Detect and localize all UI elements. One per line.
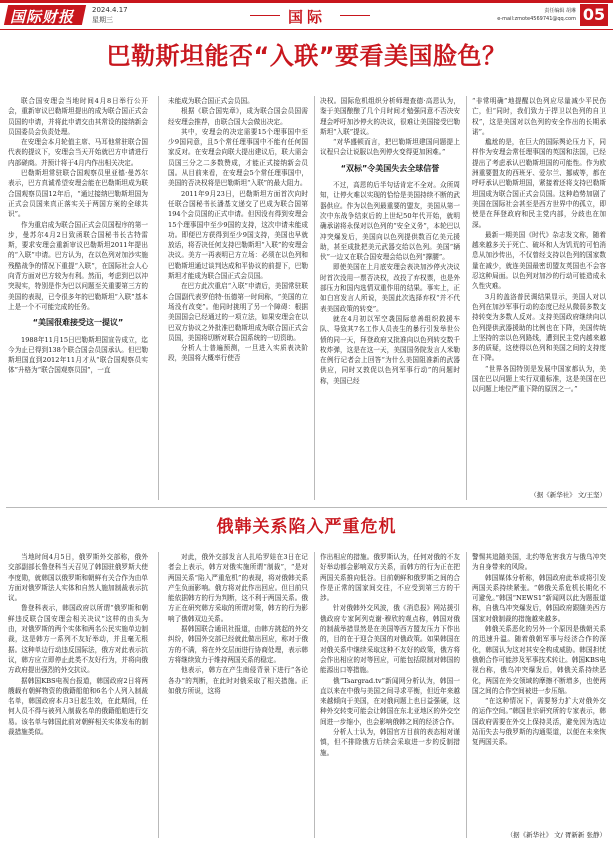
paragraph: “在这种情况下，需要努力扩大对俄外交的运作空间。”韩国世宗研究所的专家表示，韩国政府需要在外交上保持灵活，避免因为选边站而失去与俄罗斯的沟通渠道，以便在未来恢复两国关系。 bbox=[472, 697, 606, 747]
paragraph: 韩国媒体分析称，韩国政府此举或将引发两国关系持续紧张。“韩俄关系危机长期化不可避免。”韩国“NEWS1”新闻网以此为题报道称，自俄乌冲突爆发后，韩国政府跟随美西方国家对俄制裁的措施越来越多。 bbox=[472, 573, 606, 623]
issue-date-block bbox=[92, 5, 128, 25]
paragraph: 决权。国际危机组织分析师理查德·高恩认为，鉴于美国酿酿了几个月时间才勉强同意不否决安理会呼吁加沙停火的决议，很难让美国接受巴勒斯坦“入联”提议。 bbox=[320, 97, 460, 136]
article1-column-3 bbox=[320, 96, 460, 502]
header-rule bbox=[0, 29, 613, 30]
article1-byline: （据《新华社》 文/王坚） bbox=[530, 491, 606, 499]
paragraph: 就在4月初以军空袭国际慈善组织救援车队、导致其7名工作人员丧生的暴行引发举世公愤的同一天，拜登政府又批准向以色列转交数千枚炸弹，这是在这一天，美国国务院发言人米勒在例行记者会上回答“为什么美国阻准新的武器供应，同时又敦促以色列军事行动”的问题时称，美国已经 bbox=[320, 314, 460, 385]
editor-name: 责任编辑 胡琳 bbox=[544, 8, 576, 14]
article1-column-2 bbox=[168, 96, 308, 502]
paragraph: “非常明确”地提醒以色列应尽量减少平民伤亡，但“同时，我们致力于捍卫以色列的自卫权”，这是美国对以色列的安全作出的长期承诺”。 bbox=[472, 97, 606, 136]
article1-subheading-2: “双标”令美国失去全球信誉 bbox=[340, 163, 440, 173]
paragraph: 在巴方此次重启“入联”申请后，美国常驻联合国副代表罗伯特·伍德第一时间称，“美国的立场没有改变”。他同时挑明了另一个障碍：根据美国国会已经通过的一项立法，如果安理会在以巴双方协议之外批准巴勒斯坦成为联合国正式会员国，美国将切断对联合国系统的一切资助。 bbox=[168, 282, 308, 342]
column-divider bbox=[158, 552, 159, 838]
article1-column-1 bbox=[8, 96, 148, 502]
article1-title: 巴勒斯坦能否“入联”要看美国脸色？ bbox=[106, 42, 507, 70]
column-divider bbox=[314, 96, 315, 500]
paragraph: 未能成为联合国正式会员国。 bbox=[168, 97, 254, 105]
paragraph: 其中，安理会的决定需要15个理事国中至少9国同意，且5个常任理事国中不能有任何国家反对。在安理会向联大提出建议后，联大需会员国三分之二多数赞成，才能正式接纳新会员国。从目前来看，在安理会5个常任理事国中，美国的否决权将是巴勒斯坦“入联”的最大阻力。 bbox=[168, 127, 308, 188]
article2-column-4 bbox=[472, 552, 606, 828]
paragraph: “对华盛顿而言，把巴勒斯坦建国问题提上议程只会让说服以色列停火变得更加困难。” bbox=[320, 138, 460, 157]
paragraph: 对此，俄外交部发言人扎哈罗娃在3日在记者会上表示，韩方对俄实施所谓“制裁”，“是对两国关系“陷入严重危机”的表现，将对俄韩关系产生负面影响。俄方将对此作出回应。但目前只能依据韩方的行为判断，这不利于两国关系。俄方正在研究韩方采取的所谓对策，韩方的行为影响了俄韩双边关系。 bbox=[168, 553, 308, 623]
paragraph: 他表示，韩方在产生南侵背景下进行“各论各办”的判断，在此时对俄采取了相关措施。正如俄方所说，这将 bbox=[168, 666, 308, 695]
column-divider bbox=[314, 552, 315, 838]
article1-subheading-1: “美国很难接受这一提议” bbox=[32, 318, 124, 328]
paragraph: 巴勒斯坦常驻联合国观察员里亚德·曼苏尔表示，巴方真诚希望安理会能在巴勒斯坦成为联合国观察员国12年后，“通过接纳巴勒斯坦国为正式会员国来真正落实关于两国方案的全球共识”。 bbox=[8, 169, 148, 219]
article2-column-3 bbox=[320, 552, 460, 840]
paragraph: 3月的盖洛普民调结果显示，美国人对以色列在加沙军事行动的态度已经从微弱多数支持转变为多数人反对。支持美国政府继续向以色列提供武器援助的比例也在下降，美国传统上坚持的亲以色列路线，遭到民主党内越来越多的质疑，这使得以色列和美国之间的支持度在下降。 bbox=[472, 292, 606, 363]
article-separator bbox=[6, 507, 607, 508]
paragraph: 分析人士普遍预测，一旦进入实质表决阶段，美国将大概率行使否 bbox=[168, 344, 308, 363]
article2-column-2 bbox=[168, 552, 308, 840]
page-number: 05 bbox=[582, 5, 606, 24]
article2-column-1 bbox=[8, 552, 148, 840]
section-title: 国际 bbox=[288, 8, 327, 26]
column-divider bbox=[466, 96, 467, 500]
paragraph: 根据《联合国宪章》，成为联合国会员国需经安理会推荐，由联合国大会做出决定。 bbox=[168, 107, 308, 126]
masthead-logo bbox=[6, 4, 84, 26]
column-divider bbox=[466, 552, 467, 838]
paragraph: 即使美国在上月底安理会表决加沙停火决议时首次没用一票否决权，改投了弃权票，也是外部压力和国内选情双重作用的结果。事实上，正如白宫发言人所说，美国此次选择弃权“并不代表美国政策的转变”。 bbox=[320, 263, 460, 313]
editor-block bbox=[488, 7, 576, 23]
paragraph: 当地时间4月5日，俄罗斯外交部称，俄外交部副部长鲁登科当天召见了韩国驻俄罗斯大使李度勋，就韩国以俄罗斯和朝鲜有关合作为由单方面对俄罗斯法人实体和自然人施加制裁表示抗议。 bbox=[8, 553, 148, 603]
paragraph: 俄“Tsargrad.tv”新闻网分析认为，韩国一直以来在中俄与美国之间寻求平衡，但近年来越来越倾向于美国，在对俄问题上也日益强硬，这种外交转变可能会让韩国在东北亚地区的外交空间进一步缩小，也会影响俄韩之间的经济合作。 bbox=[320, 676, 460, 726]
section-banner bbox=[240, 5, 380, 27]
paragraph: 1988年11月15日巴勒斯坦国宣告成立，迄今为止已得到138个联合国会员国承认。但巴勒斯坦国直到2012年11月才从“联合国观察员实体”升格为“联合国观察员国”，一直 bbox=[8, 335, 148, 375]
page-number-box bbox=[580, 4, 608, 26]
paragraph: 分析人士认为，韩国官方目前的表态相对谨慎，但不排除俄方后续会采取进一步的反制措施。 bbox=[320, 728, 460, 757]
paragraph: 在安理会本月轮值主席、马耳他常驻联合国代表的提议下，安理会当天开始就巴方申请进行内部磋商。并预计将于4月内作出相关决定。 bbox=[8, 138, 148, 167]
paragraph: 鲁登科表示，韩国政府以所谓“俄罗斯和朝鲜违反联合国安理会相关决议”这样的由头为由，对俄罗斯的两个实体和两名公民实施单边制裁，这是韩方一系列不友好举动，并且毫无根据。这种单边行动违反国际法，俄方对此表示抗议，韩方应立即停止此类不友好行为，并将向俄方政府提出强烈的外交抗议。 bbox=[8, 604, 148, 675]
paragraph: 联合国安理会当地时间4月8日举行公开会，重新审议巴勒斯坦提出的成为联合国正式会员国的申请，并将此申请交由其常设的接纳新会员国委员会负责处理。 bbox=[8, 97, 148, 136]
paragraph: 尴尬的是，在巨大的国际舆论压力下，同样作为安理会常任理事国的英国和法国，已经提出了考虑承认巴勒斯坦国的可能性。作为欧洲重要盟友的西班牙、爱尔兰、挪威等，都在呼吁承认巴勒斯坦国，紧接着还将支持巴勒斯坦国成为联合国正式会员国。这种趋势加剧了美国在国际社会甚至是西方世界中的孤立，即使是在拜登政府和民主党内部，分歧也在加深。 bbox=[472, 138, 606, 229]
paragraph: 韩俄关系恶化的另外一个原因是俄朝关系的迅速升温。随着俄朝军事与经济合作的深化，韩国认为这对其安全构成威胁。韩国担忧俄朝合作可能涉及军事技术转让。韩国KBS电视台称，俄乌冲突爆发后，韩俄关系持续恶化，两国在外交领域的摩擦不断增多，也使两国之间的合作空间被进一步压缩。 bbox=[472, 625, 606, 695]
paragraph: 作为重启成为联合国正式会员国程序的第一步，曼苏尔4月2日致函联合国秘书长古特雷斯，要求安理会重新审议巴勒斯坦2011年提出的“入联”申请。巴方认为，在以色列对加沙实施残酷战争的情况下重提“入联”，在国际社会人心向背方面对巴方较为有利。然而，考虑到巴以冲突现实，特别是作为巴以问题至关重要第三方的美国的表现，已令很多年的巴勒斯坦“入联”基本上是一个不可能完成的任务。 bbox=[8, 220, 148, 311]
paragraph: 2011年9月23日，巴勒斯坦方面首次向时任联合国秘书长潘基文递交了巴成为联合国第194个会员国的正式申请。但因没有得到安理会15个理事国中至少9国的支持，这次申请未能成功。即便巴方获得到至少9国支持，美国也早就放话，将否决任何支持巴勒斯坦“入联”的安理会决议。美方一再表明已方立场：必须在以色列和巴勒斯坦通过谈判达成和平协议的前提下，巴勒斯坦才能成为联合国正式会员国。 bbox=[168, 189, 308, 281]
paragraph: 不过，高恩的后半句话肯定不全对。众所周知，让停火难以实现的恰恰是美国持续不断的武器供应。作为以色列最重要的盟友，美国从第一次中东战争结束后的上世纪50年代开始，就明确承诺将永保对以色列的“安全义务”，本轮巴以冲突爆发后，美国向以色列提供数百亿美元援助，甚至成批把美元武器交给以色列。美国“辆伙”一边又在联合国安理会给以色列“撑腰”。 bbox=[320, 181, 460, 262]
paragraph: 据韩国联合通讯社报道，由韩方挑起的外交纠纷，韩国外交部已经就此做出回应，称对于俄方的不满，将在外交层面进行协商处理，表示韩方将继续致力于维持两国关系的稳定。 bbox=[168, 625, 308, 664]
paragraph: 据韩国KBS电视台报道，韩国政府2日将两艘载有朝鲜物资的俄籍船舶和6名个人列入制裁名单，韩国政府本月3日起生效，在此期间，任何人员不得与被列入制裁名单的俄籍船舶进行交易。该名单与韩国此前对朝鲜相关实体发布的制裁措施类似。 bbox=[8, 676, 148, 737]
header-top-bar bbox=[0, 0, 613, 3]
issue-weekday: 星期三 bbox=[92, 16, 113, 24]
issue-date: 2024.4.17 bbox=[92, 6, 128, 14]
article1-column-4 bbox=[472, 96, 606, 488]
editor-email: e-mail:zmote4569741@qq.com bbox=[497, 16, 576, 22]
article2-title: 俄韩关系陷入严重危机 bbox=[216, 517, 397, 537]
paragraph: 针对俄韩外交风波，俄《消息报》网站援引俄政府专家阿列克谢·穆欣的观点称，韩国对俄的制裁举措显然是在美国等西方盟友压力下作出的，目的在于迎合美国的对俄政策。如果韩国在对俄关系中继续采取这种不友好的政策，俄方将会作出相应的对等回应，可能包括限制对韩国的能源出口等措施。 bbox=[320, 604, 460, 675]
paragraph: 最新一期美国《时代》杂志发文称，随着越来越多关于死亡、破坏和人为饥荒的可怕消息从加沙传出，不仅曾经支持以色列的国家数量在减少，就连美国最密切盟友英国也不会容忍这种局面。以色列对加沙的行动可能造成永久性灾难。 bbox=[472, 230, 606, 291]
article2-byline: （据《新华社》 文/ 胥新新 张静） bbox=[506, 831, 606, 839]
masthead-text: 国际财报 bbox=[10, 8, 75, 26]
paragraph: 作出相应的措施。俄罗斯认为，任何对俄的不友好举动都会影响双方关系，而韩方的行为正在把两国关系推向低谷。目前朝鲜和俄罗斯之间的合作是正常的国家间交往，不应受到第三方的干涉。 bbox=[320, 553, 460, 603]
paragraph: 警惕其追随美国，北约等危害我方与俄乌冲突为自身带来的风险。 bbox=[472, 553, 606, 572]
column-divider bbox=[158, 96, 159, 500]
paragraph: “世界各国特别是发展中国家都认为，美国在巴以问题上实行双重标准，这是美国在巴以问题上地位严重下降的原因之一。” bbox=[472, 364, 606, 394]
